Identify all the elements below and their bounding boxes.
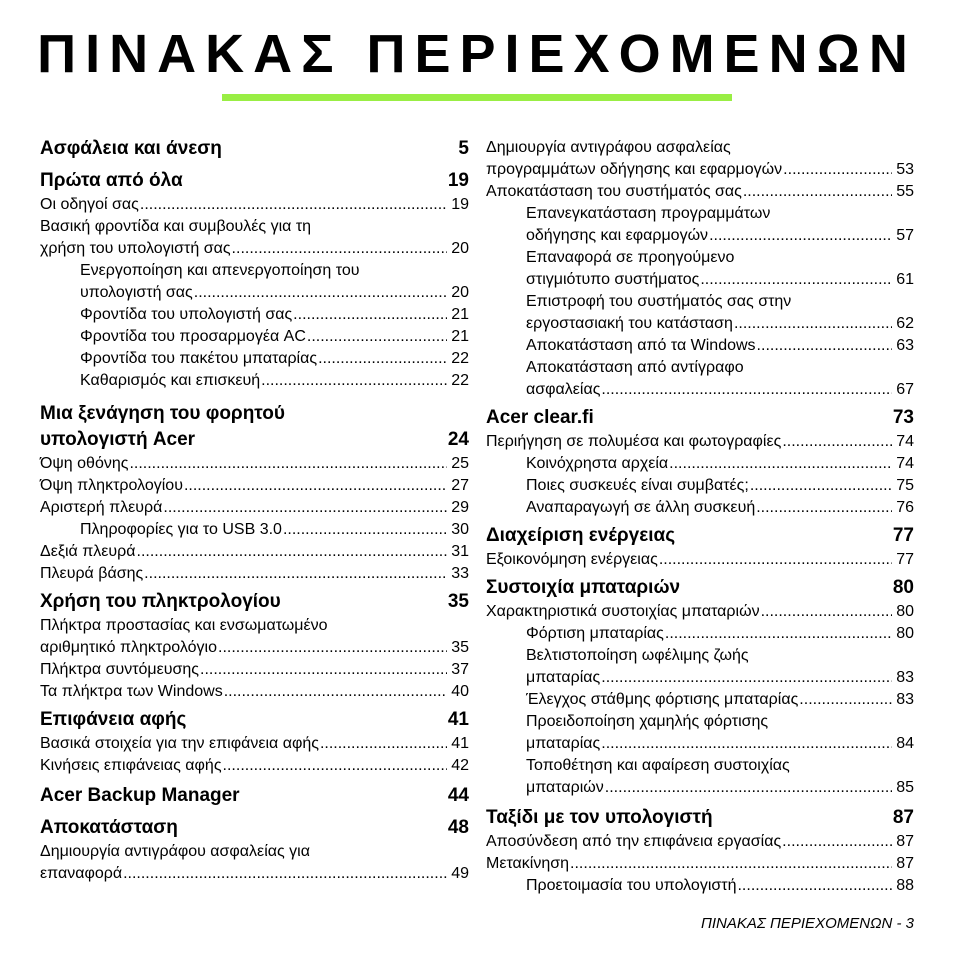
toc-section-title [40,815,178,841]
toc-section-title-line: Acer Backup Manager [40,785,240,806]
dot-leader [743,181,892,203]
toc-entry[interactable] [40,497,469,519]
toc-page-number: 19 [447,170,469,191]
toc-entry[interactable] [486,875,914,897]
toc-page-number: 5 [458,138,469,159]
dot-leader [709,225,892,247]
toc-entry[interactable] [486,623,914,645]
toc-section-title [40,401,285,453]
toc-page-number: 29 [451,499,469,516]
toc-entry-last-line [40,475,469,497]
toc-entry[interactable] [486,137,914,181]
toc-page-number: 27 [451,477,469,494]
toc-entry-last-line [526,497,914,519]
toc-page-number: 55 [896,183,914,200]
toc-entry[interactable] [40,370,469,392]
toc-entry[interactable] [40,475,469,497]
dot-leader [750,475,892,497]
dot-leader [123,863,447,885]
toc-entry-title-line: Βελτιστοποίηση ωφέλιμης ζωής [526,647,749,664]
toc-section[interactable] [486,405,914,431]
toc-entry-title-line: Πλήκτρα συντόμευσης [40,661,199,678]
toc-page-number: 67 [896,381,914,398]
toc-entry-last-line [40,453,469,475]
dot-leader [283,519,447,541]
toc-page-number: 80 [896,603,914,620]
toc-entry-title-line: μπαταριών [526,779,604,796]
toc-entry-last-line [526,667,914,689]
toc-entry-title-line: οδήγησης και εφαρμογών [526,227,709,244]
toc-page-number: 21 [451,328,469,345]
toc-entry-title-line: επαναφορά [40,865,123,882]
toc-entry[interactable] [486,689,914,711]
toc-entry-title-line: Αριστερή πλευρά [40,499,163,516]
dot-leader [659,549,892,571]
toc-entry-last-line [40,681,469,703]
toc-page-number: 20 [451,240,469,257]
toc-section[interactable] [40,707,469,733]
toc-section-title-line: Χρήση του πληκτρολογίου [40,591,281,612]
toc-entry-last-line [486,853,914,875]
toc-entry-last-line [40,541,469,563]
toc-entry[interactable] [40,260,469,304]
toc-entry-title-line: Φροντίδα του πακέτου μπαταρίας [80,350,318,367]
toc-entry-title-line: Εξοικονόμηση ενέργειας [486,551,658,568]
toc-entry[interactable] [486,645,914,689]
toc-entry[interactable] [486,853,914,875]
dot-leader [218,637,447,659]
toc-entry-title-line: Επανεγκατάσταση προγραμμάτων [526,205,771,222]
toc-entry-title-line: Όψη οθόνης [40,455,129,472]
toc-section-title [40,589,281,615]
toc-page-number: 76 [896,499,914,516]
toc-page-number: 87 [896,855,914,872]
toc-entry-last-line [526,335,914,357]
toc-page-number: 41 [447,709,469,730]
toc-left-column [40,136,469,885]
toc-entry-title-line: Μετακίνηση [486,855,570,872]
toc-section[interactable] [40,589,469,615]
toc-page-number: 80 [892,577,914,598]
toc-section-title-line: Ασφάλεια και άνεση [40,138,222,159]
dot-leader [601,379,892,401]
dot-leader [700,269,892,291]
toc-entry[interactable] [40,615,469,659]
toc-page-number: 57 [896,227,914,244]
toc-entry-title-line: Αποσύνδεση από την επιφάνεια εργασίας [486,833,782,850]
toc-entry[interactable] [486,601,914,623]
toc-entry-title-line: ασφαλείας [526,381,601,398]
toc-entry-title-line: Δημιουργία αντιγράφου ασφαλείας για [40,843,310,860]
toc-page-number: 53 [896,161,914,178]
toc-page-number: 87 [896,833,914,850]
toc-entry-last-line [526,379,914,401]
toc-section[interactable] [486,523,914,549]
toc-entry[interactable] [486,203,914,247]
toc-section-title [486,405,594,431]
dot-leader [223,755,448,777]
toc-page-number: 19 [451,196,469,213]
dot-leader [163,497,447,519]
toc-page-number: 74 [896,433,914,450]
dot-leader [782,431,892,453]
toc-page-number: 22 [451,350,469,367]
toc-entry-title-line: Αποκατάσταση από αντίγραφο [526,359,744,376]
dot-leader [669,453,892,475]
toc-entry[interactable] [486,181,914,203]
toc-entry[interactable] [486,549,914,571]
dot-leader [665,623,892,645]
toc-entry-title-line: Δεξιά πλευρά [40,543,136,560]
toc-section-title [40,136,222,162]
toc-entry-title-line: Τα πλήκτρα των Windows [40,683,223,700]
toc-entry[interactable] [40,194,469,216]
toc-page-number: 24 [447,429,469,450]
toc-entry-title-line: Αποκατάσταση του συστήματός σας [486,183,742,200]
toc-entry-last-line [40,659,469,681]
toc-entry-title-line: χρήση του υπολογιστή σας [40,240,231,257]
toc-entry-last-line [80,370,469,392]
toc-entry[interactable] [40,519,469,541]
toc-entry[interactable] [40,563,469,585]
toc-entry[interactable] [40,733,469,755]
toc-entry[interactable] [486,247,914,291]
toc-entry-title-line: Πλήκτρα προστασίας και ενσωματωμένο [40,617,328,634]
toc-section-title-line: Συστοιχία μπαταριών [486,577,681,598]
toc-entry[interactable] [40,326,469,348]
toc-entry[interactable] [486,711,914,755]
dot-leader [320,733,447,755]
dot-leader [224,681,448,703]
toc-entry[interactable] [486,475,914,497]
toc-page-number: 84 [896,735,914,752]
toc-entry-title-line: Καθαρισμός και επισκευή [80,372,261,389]
toc-section[interactable] [40,783,469,809]
toc-page-number: 88 [896,877,914,894]
toc-entry-title-line: Προειδοποίηση χαμηλής φόρτισης [526,713,769,730]
toc-entry-last-line [526,269,914,291]
toc-page-number: 74 [896,455,914,472]
toc-entry-title-line: Χαρακτηριστικά συστοιχίας μπαταριών [486,603,760,620]
toc-page-number: 48 [447,817,469,838]
toc-entry-last-line [80,326,469,348]
toc-entry[interactable] [40,453,469,475]
dot-leader [756,497,892,519]
toc-entry-last-line [526,475,914,497]
toc-entry-last-line [526,777,914,799]
dot-leader [129,453,447,475]
dot-leader [601,733,892,755]
toc-section[interactable] [40,401,469,453]
dot-leader [194,282,447,304]
toc-entry-title-line: Έλεγχος στάθμης φόρτισης μπαταρίας [526,691,799,708]
toc-section[interactable] [40,815,469,841]
dot-leader [737,875,892,897]
toc-page-number: 61 [896,271,914,288]
toc-entry-title-line: Ενεργοποίηση και απενεργοποίηση του [80,262,360,279]
toc-entry-last-line [526,225,914,247]
toc-entry[interactable] [486,291,914,335]
toc-entry-title-line: Όψη πληκτρολογίου [40,477,183,494]
toc-entry-title-line: μπαταρίας [526,669,601,686]
toc-page-number: 40 [451,683,469,700]
toc-entry[interactable] [40,841,469,885]
toc-page-number: 83 [896,691,914,708]
toc-entry-last-line [526,733,914,755]
toc-page-number: 62 [896,315,914,332]
toc-page-number: 44 [447,785,469,806]
toc-section-title [486,523,675,549]
dot-leader [318,348,447,370]
toc-entry[interactable] [486,755,914,799]
dot-leader [293,304,447,326]
toc-entry-last-line [526,453,914,475]
toc-section-title [40,168,183,194]
toc-page-number: 77 [892,525,914,546]
toc-entry-title-line: Πληροφορίες για το USB 3.0 [80,521,282,538]
toc-page-number: 85 [896,779,914,796]
toc-page-number: 33 [451,565,469,582]
toc-entry-title-line: εργοστασιακή του κατάσταση [526,315,733,332]
toc-entry-last-line [526,623,914,645]
toc-entry-last-line [486,431,914,453]
toc-entry-title-line: Αναπαραγωγή σε άλλη συσκευή [526,499,756,516]
dot-leader [757,335,893,357]
toc-entry-title-line: Κινήσεις επιφάνειας αφής [40,757,222,774]
dot-leader [144,563,447,585]
page-title: ΠΙΝΑΚΑΣ ΠΕΡΙΕΧΟΜΕΝΩΝ [37,24,917,84]
toc-entry-title-line: Φροντίδα του προσαρμογέα AC [80,328,306,345]
title-underline [222,94,732,101]
toc-page-number: 41 [451,735,469,752]
toc-page-number: 77 [896,551,914,568]
toc-section[interactable] [40,168,469,194]
toc-section-title-line: Ταξίδι με τον υπολογιστή [486,807,713,828]
toc-entry-last-line [486,181,914,203]
dot-leader [601,667,892,689]
dot-leader [799,689,892,711]
toc-entry-title-line: Ποιες συσκευές είναι συμβατές; [526,477,749,494]
toc-page-number: 80 [896,625,914,642]
toc-page-number: 49 [451,865,469,882]
dot-leader [184,475,447,497]
toc-entry-title-line: Πλευρά βάσης [40,565,144,582]
dot-leader [137,541,448,563]
toc-entry-last-line [40,563,469,585]
toc-section[interactable] [40,136,469,162]
toc-entry-title-line: Βασικά στοιχεία για την επιφάνεια αφής [40,735,319,752]
toc-entry-title-line: Οι οδηγοί σας [40,196,139,213]
toc-page-number: 35 [451,639,469,656]
toc-section-title [486,805,713,831]
toc-page-number: 21 [451,306,469,323]
toc-section[interactable] [486,575,914,601]
toc-right-column [486,137,914,897]
toc-page-number: 31 [451,543,469,560]
toc-page-number: 35 [447,591,469,612]
toc-entry-title-line: μπαταρίας [526,735,601,752]
toc-section-title-line: υπολογιστή Acer [40,429,196,450]
toc-entry-title-line: αριθμητικό πληκτρολόγιο [40,639,218,656]
toc-entry-title-line: Κοινόχρηστα αρχεία [526,455,669,472]
toc-entry[interactable] [40,659,469,681]
toc-entry[interactable] [40,755,469,777]
toc-entry-last-line [40,637,469,659]
toc-entry[interactable] [40,541,469,563]
toc-section-title-line: Πρώτα από όλα [40,170,183,191]
toc-section-title-line: Διαχείριση ενέργειας [486,525,676,546]
toc-entry[interactable] [486,357,914,401]
toc-entry-last-line [526,689,914,711]
toc-page-number: 25 [451,455,469,472]
toc-entry-title-line: Τοποθέτηση και αφαίρεση συστοιχίας [526,757,790,774]
toc-entry-title-line: στιγμιότυπο συστήματος [526,271,700,288]
toc-entry-title-line: Επαναφορά σε προηγούμενο [526,249,735,266]
toc-entry-title-line: Φροντίδα του υπολογιστή σας [80,306,293,323]
toc-entry-last-line [486,549,914,571]
dot-leader [200,659,447,681]
toc-section-title [40,783,240,809]
toc-entry-title-line: Βασική φροντίδα και συμβουλές για τη [40,218,312,235]
dot-leader [734,313,892,335]
toc-entry-title-line: Φόρτιση μπαταρίας [526,625,664,642]
toc-page-number: 75 [896,477,914,494]
toc-entry[interactable] [40,681,469,703]
dot-leader [307,326,447,348]
dot-leader [570,853,892,875]
toc-section-title-line: Αποκατάσταση [40,817,178,838]
dot-leader [605,777,892,799]
toc-entry-last-line [40,238,469,260]
page-footer: ΠΙΝΑΚΑΣ ΠΕΡΙΕΧΟΜΕΝΩΝ - 3 [700,915,914,932]
toc-entry-last-line [40,733,469,755]
toc-entry-last-line [80,304,469,326]
toc-page-number: 42 [451,757,469,774]
toc-entry[interactable] [40,348,469,370]
toc-page-number: 87 [892,807,914,828]
toc-page-number: 30 [451,521,469,538]
toc-entry[interactable] [486,453,914,475]
toc-page-number: 63 [896,337,914,354]
toc-entry-last-line [40,497,469,519]
toc-entry[interactable] [486,497,914,519]
toc-page-number: 20 [451,284,469,301]
toc-entry-last-line [40,863,469,885]
toc-page-number: 22 [451,372,469,389]
toc-section-title-line: Μια ξενάγηση του φορητού [40,403,285,424]
toc-entry-title-line: προγραμμάτων οδήγησης και εφαρμογών [486,161,783,178]
dot-leader [782,831,892,853]
toc-section-title-line: Acer clear.fi [486,407,594,428]
toc-entry-title-line: Δημιουργία αντιγράφου ασφαλείας [486,139,731,156]
toc-section-title [40,707,186,733]
toc-page-number: 37 [451,661,469,678]
toc-entry-title-line: Επιστροφή του συστήματός σας στην [526,293,792,310]
dot-leader [232,238,448,260]
toc-entry[interactable] [486,335,914,357]
toc-section-title-line: Επιφάνεια αφής [40,709,187,730]
toc-page-number: 73 [892,407,914,428]
toc-entry-title-line: Προετοιμασία του υπολογιστή [526,877,737,894]
toc-entry-last-line [526,875,914,897]
toc-entry-last-line [40,194,469,216]
dot-leader [761,601,893,623]
dot-leader [140,194,447,216]
toc-entry-last-line [486,159,914,181]
toc-entry-last-line [486,601,914,623]
toc-page-number: 83 [896,669,914,686]
dot-leader [261,370,447,392]
toc-entry[interactable] [40,216,469,260]
toc-entry-last-line [40,755,469,777]
toc-entry[interactable] [486,831,914,853]
toc-entry[interactable] [40,304,469,326]
toc-entry[interactable] [486,431,914,453]
toc-section-title [486,575,680,601]
toc-section[interactable] [486,805,914,831]
toc-entry-last-line [526,313,914,335]
dot-leader [783,159,892,181]
toc-entry-title-line: Περιήγηση σε πολυμέσα και φωτογραφίες [486,433,782,450]
toc-entry-title-line: υπολογιστή σας [80,284,193,301]
toc-entry-last-line [80,348,469,370]
toc-entry-last-line [80,519,469,541]
toc-entry-title-line: Αποκατάσταση από τα Windows [526,337,756,354]
toc-entry-last-line [486,831,914,853]
toc-entry-last-line [80,282,469,304]
